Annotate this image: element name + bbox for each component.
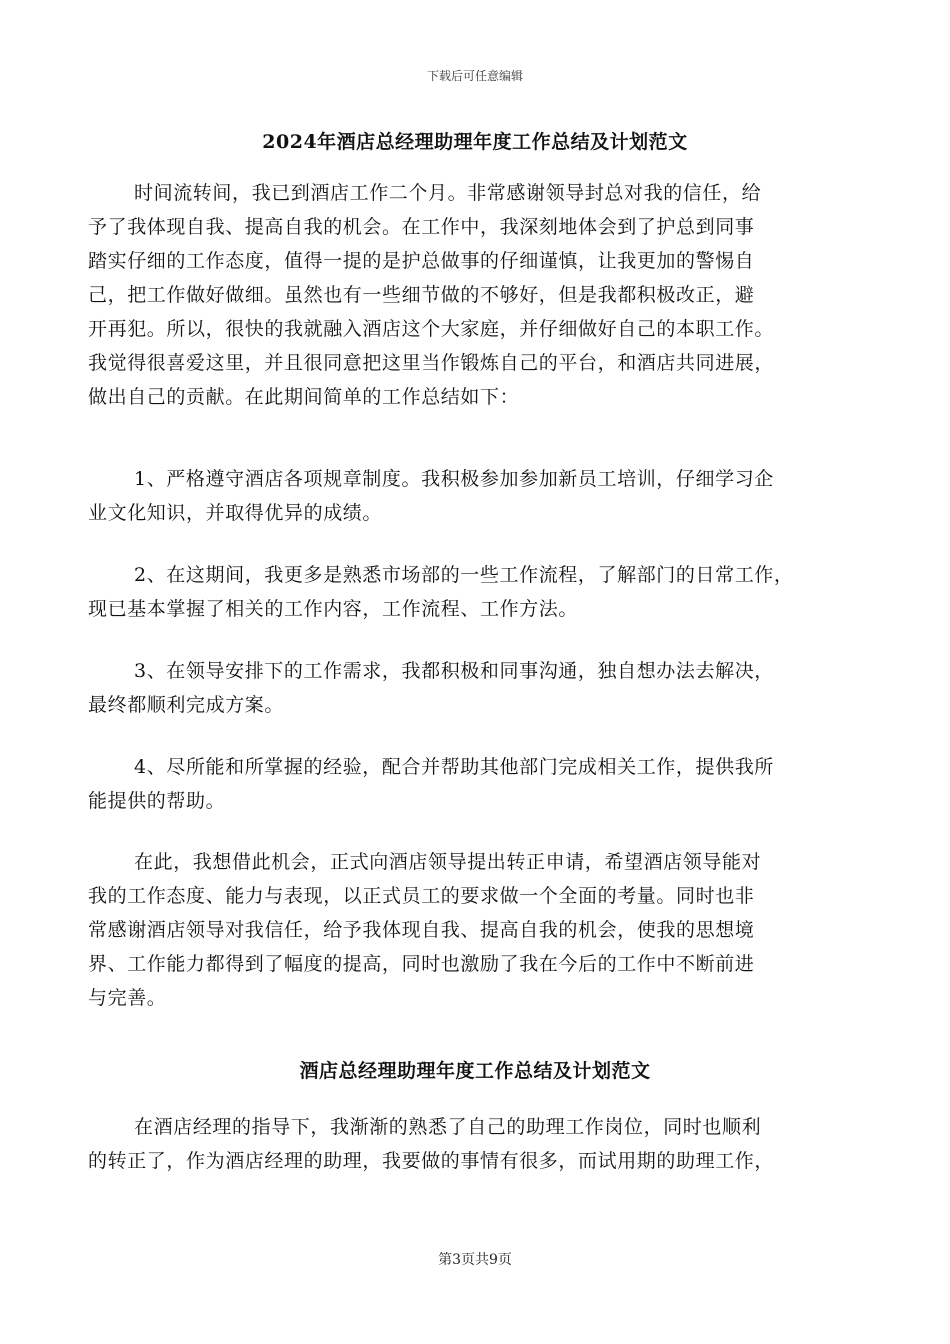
intro-paragraph [88, 176, 862, 414]
text-line: 最终都顺利完成方案。 [88, 694, 285, 716]
text-line: 我的工作态度、能力与表现，以正式员工的要求做一个全面的考量。同时也非 [88, 885, 755, 907]
text-line: 能提供的帮助。 [88, 790, 226, 812]
text-line: 时间流转间，我已到酒店工作二个月。非常感谢领导封总对我的信任，给 [134, 182, 762, 204]
page-number: 第3页共9页 [438, 1252, 512, 1268]
text-line: 3、在领导安排下的工作需求，我都积极和同事沟通，独自想办法去解决， [134, 660, 774, 682]
list-item-1 [88, 462, 862, 530]
list-item-4 [88, 750, 862, 818]
text-line: 己，把工作做好做细。虽然也有一些细节做的不够好，但是我都积极改正，避 [88, 284, 755, 306]
text-line: 常感谢酒店领导对我信任，给予我体现自我、提高自我的机会，使我的思想境 [88, 919, 755, 941]
text-line: 予了我体现自我、提高自我的机会。在工作中，我深刻地体会到了护总到同事 [88, 216, 755, 238]
header-note: 下载后可任意编辑 [426, 69, 523, 83]
text-line: 2、在这期间，我更多是熟悉市场部的一些工作流程，了解部门的日常工作， [134, 564, 794, 586]
text-line: 的转正了，作为酒店经理的助理，我要做的事情有很多，而试用期的助理工作， [88, 1150, 775, 1172]
text-line: 我觉得很喜爱这里，并且很同意把这里当作锻炼自己的平台，和酒店共同进展， [88, 352, 775, 374]
text-line: 踏实仔细的工作态度，值得一提的是护总做事的仔细谨慎，让我更加的警惕自 [88, 250, 755, 272]
text-line: 1、严格遵守酒店各项规章制度。我积极参加参加新员工培训，仔细学习企 [134, 468, 774, 490]
text-line: 界、工作能力都得到了幅度的提高，同时也激励了我在今后的工作中不断前进 [88, 953, 755, 975]
text-line: 与完善。 [88, 987, 167, 1009]
section-title: 酒店总经理助理年度工作总结及计划范文 [299, 1060, 651, 1082]
closing-paragraph [88, 845, 862, 1015]
text-line: 4、尽所能和所掌握的经验，配合并帮助其他部门完成相关工作，提供我所 [134, 756, 774, 778]
text-line: 业文化知识，并取得优异的成绩。 [88, 502, 383, 524]
list-item-2 [88, 558, 862, 626]
text-line: 在酒店经理的指导下，我渐渐的熟悉了自己的助理工作岗位，同时也顺利 [134, 1116, 762, 1138]
text-line: 在此，我想借此机会，正式向酒店领导提出转正申请，希望酒店领导能对 [134, 851, 762, 873]
list-item-3 [88, 654, 862, 722]
text-line: 做出自己的贡献。在此期间简单的工作总结如下： [88, 386, 520, 408]
document-title: 2024年酒店总经理助理年度工作总结及计划范文 [262, 131, 688, 153]
text-line: 现已基本掌握了相关的工作内容，工作流程、工作方法。 [88, 598, 579, 620]
second-section-paragraph [88, 1110, 862, 1178]
text-line: 开再犯。所以，很快的我就融入酒店这个大家庭，并仔细做好自己的本职工作。 [88, 318, 775, 340]
